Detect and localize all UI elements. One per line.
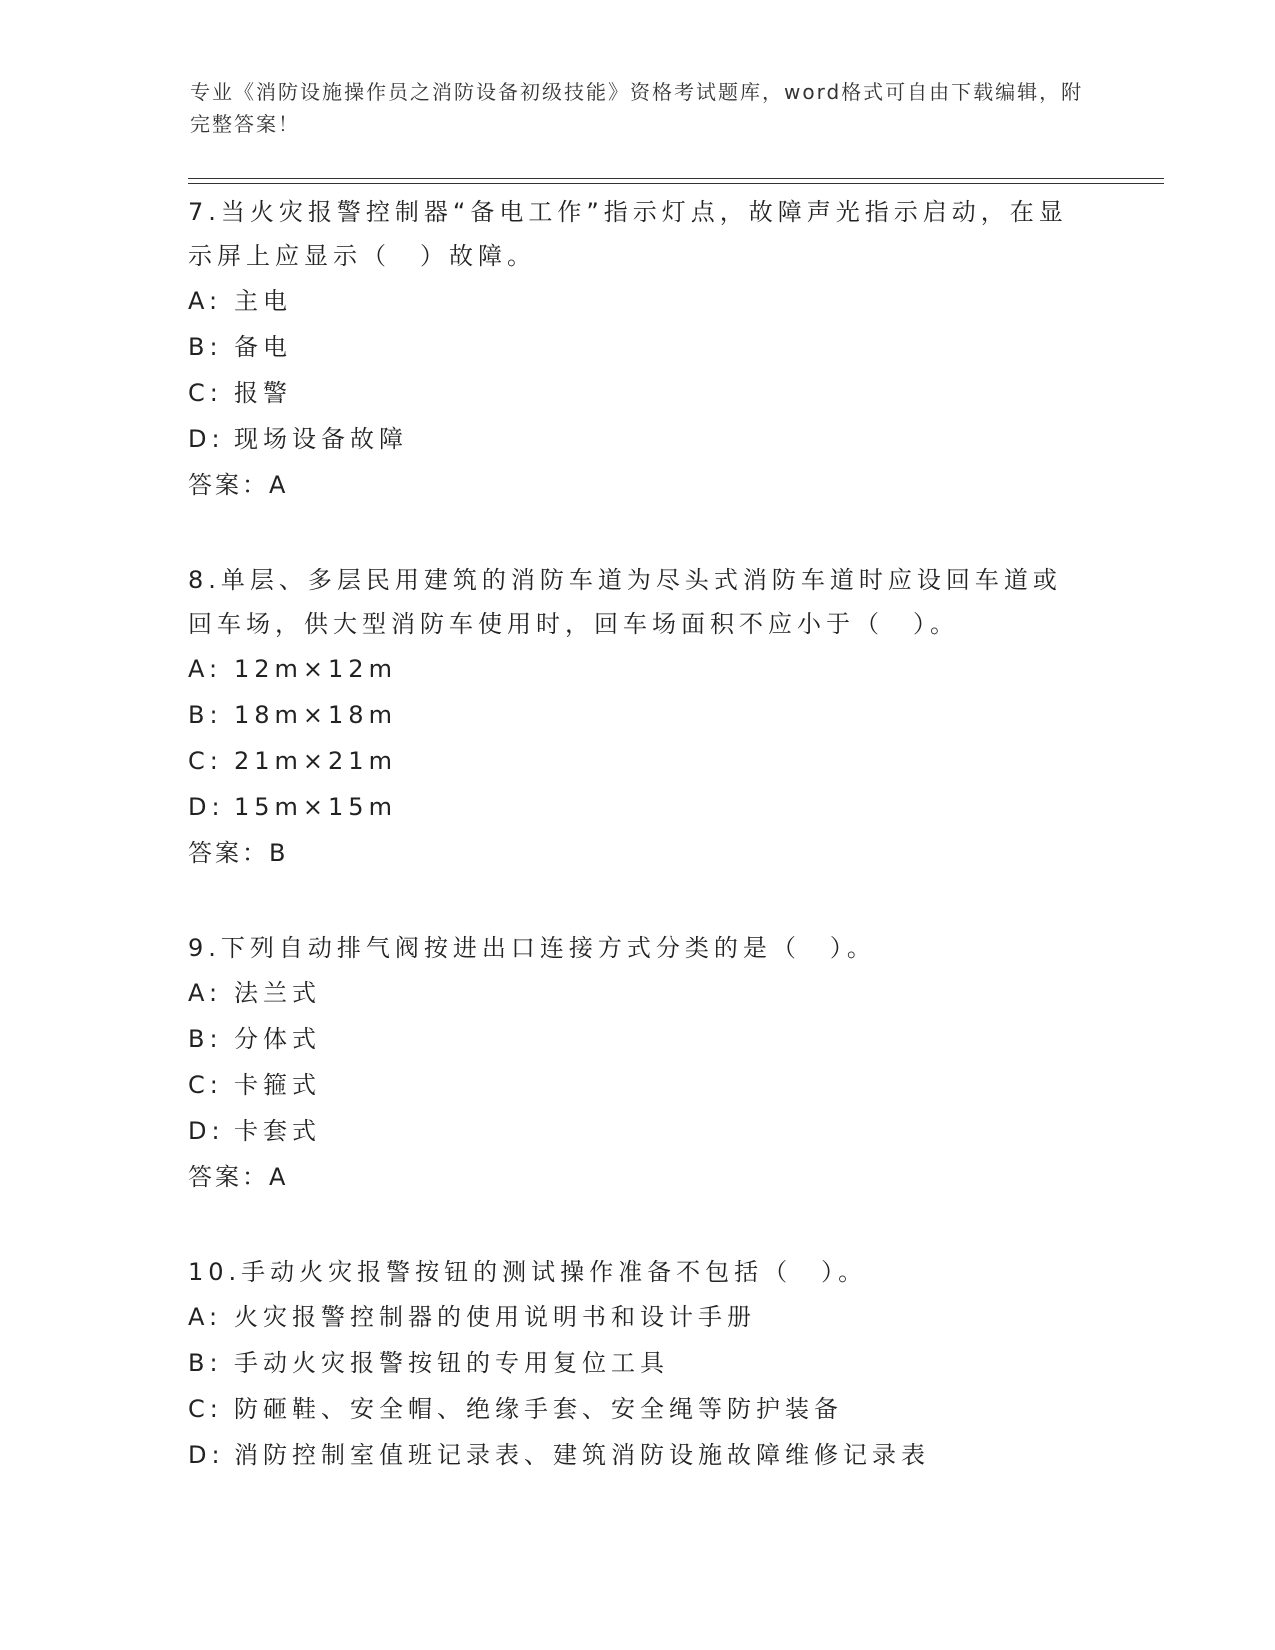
option-b (188, 324, 1088, 370)
header-divider-top (188, 178, 1164, 179)
question-text: 9.下列自动排气阀按进出口连接方式分类的是（ ）。 (188, 934, 876, 962)
header-divider-bottom (188, 183, 1164, 184)
option-text: 18m×18m (234, 701, 397, 729)
option-c (188, 370, 1088, 416)
option-letter: C: (188, 1071, 223, 1099)
option-b (188, 1340, 1088, 1386)
option-text: 卡箍式 (234, 1071, 321, 1099)
option-a (188, 970, 1088, 1016)
question-list (188, 190, 1088, 1528)
answer-line: 答案：A (188, 1163, 289, 1191)
option-a (188, 1294, 1088, 1340)
option-a (188, 646, 1088, 692)
question-8 (188, 558, 1088, 876)
option-c (188, 1062, 1088, 1108)
question-7 (188, 190, 1088, 508)
option-letter: D: (188, 1117, 225, 1145)
option-b (188, 1016, 1088, 1062)
option-letter: B: (188, 701, 223, 729)
option-d (188, 416, 1088, 462)
option-letter: A: (188, 287, 223, 315)
option-letter: C: (188, 1395, 223, 1423)
question-text: 7.当火灾报警控制器“备电工作”指示灯点，故障声光指示启动，在显示屏上应显示（ ）故障。 (188, 198, 1068, 270)
option-letter: A: (188, 655, 223, 683)
option-letter: B: (188, 1349, 223, 1377)
option-text: 火灾报警控制器的使用说明书和设计手册 (234, 1303, 756, 1331)
option-d (188, 1108, 1088, 1154)
option-text: 分体式 (234, 1025, 321, 1053)
option-text: 15m×15m (234, 793, 397, 821)
option-text: 现场设备故障 (234, 425, 408, 453)
option-a (188, 278, 1088, 324)
option-letter: A: (188, 1303, 223, 1331)
question-10 (188, 1250, 1088, 1478)
option-text: 报警 (234, 379, 292, 407)
option-letter: A: (188, 979, 223, 1007)
option-text: 手动火灾报警按钮的专用复位工具 (234, 1349, 669, 1377)
option-d (188, 1432, 1088, 1478)
option-letter: D: (188, 793, 225, 821)
question-text: 8.单层、多层民用建筑的消防车道为尽头式消防车道时应设回车道或回车场，供大型消防车使用时，回车场面积不应小于（ ）。 (188, 566, 1062, 638)
option-text: 防砸鞋、安全帽、绝缘手套、安全绳等防护装备 (234, 1395, 843, 1423)
answer-line: 答案：A (188, 471, 289, 499)
option-b (188, 692, 1088, 738)
option-text: 卡套式 (234, 1117, 321, 1145)
option-text: 12m×12m (234, 655, 397, 683)
option-c (188, 738, 1088, 784)
option-letter: C: (188, 747, 223, 775)
option-letter: B: (188, 333, 223, 361)
question-text: 10.手动火灾报警按钮的测试操作准备不包括（ ）。 (188, 1258, 868, 1286)
answer-line: 答案：B (188, 839, 289, 867)
option-letter: C: (188, 379, 223, 407)
option-letter: D: (188, 425, 225, 453)
option-d (188, 784, 1088, 830)
option-letter: D: (188, 1441, 225, 1469)
document-header: 专业《消防设施操作员之消防设备初级技能》资格考试题库，word格式可自由下载编辑，附完整答案！ (190, 80, 1084, 136)
option-text: 消防控制室值班记录表、建筑消防设施故障维修记录表 (234, 1441, 930, 1469)
option-letter: B: (188, 1025, 223, 1053)
question-9 (188, 926, 1088, 1200)
option-text: 主电 (234, 287, 292, 315)
option-c (188, 1386, 1088, 1432)
option-text: 21m×21m (234, 747, 397, 775)
option-text: 法兰式 (234, 979, 321, 1007)
option-text: 备电 (234, 333, 292, 361)
